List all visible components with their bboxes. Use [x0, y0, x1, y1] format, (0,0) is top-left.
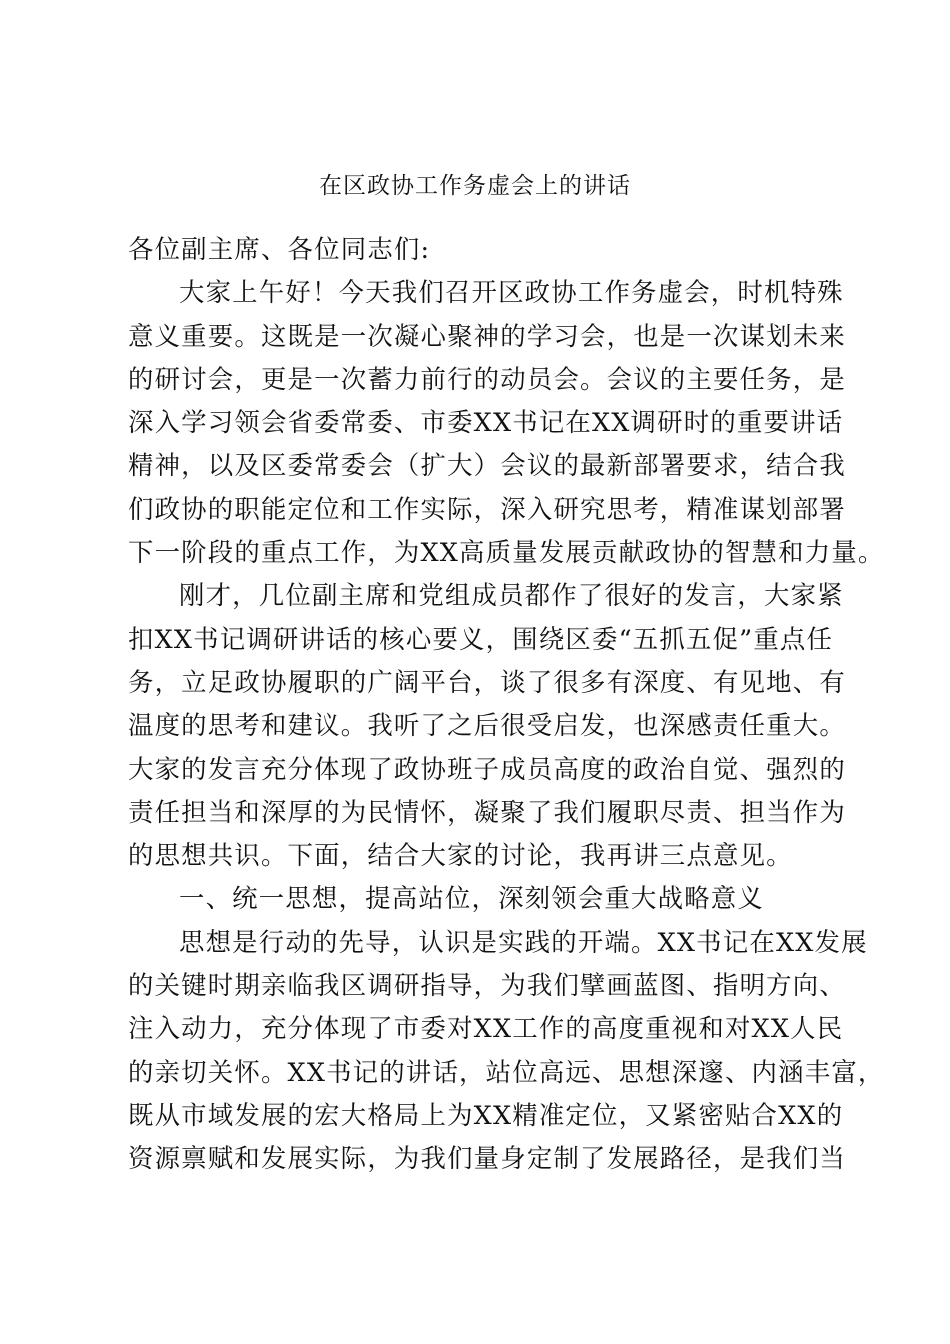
text-line: 资源禀赋和发展实际，为我们量身定制了发展路径，是我们当 — [128, 1143, 846, 1174]
text-line: 既从市域发展的宏大格局上为XX精准定位，又紧密贴合XX的 — [128, 1099, 844, 1130]
document-body — [128, 228, 885, 1181]
text-line: 下一阶段的重点工作，为XX高质量发展贡献政协的智慧和力量。 — [128, 537, 885, 568]
document-title: 在区政协工作务虚会上的讲话 — [319, 173, 631, 199]
text-line: 大家上午好！今天我们召开区政协工作务虚会，时机特殊 — [179, 277, 844, 308]
text-line: 一、统一思想，提高站位，深刻领会重大战略意义 — [179, 883, 764, 914]
text-line: 大家的发言充分体现了政协班子成员高度的政治自觉、强烈的 — [128, 753, 846, 784]
text-line: 温度的思考和建议。我听了之后很受启发，也深感责任重大。 — [128, 710, 846, 741]
text-line: 们政协的职能定位和工作实际，深入研究思考，精准谋划部署 — [128, 493, 846, 524]
text-line: 精神，以及区委常委会（扩大）会议的最新部署要求，结合我 — [128, 450, 846, 481]
text-line: 的思想共识。下面，结合大家的讨论，我再讲三点意见。 — [128, 840, 793, 871]
text-line: 刚才，几位副主席和党组成员都作了很好的发言，大家紧 — [179, 580, 844, 611]
text-line: 意义重要。这既是一次凝心聚神的学习会，也是一次谋划未来 — [128, 320, 846, 351]
text-line: 深入学习领会省委常委、市委XX书记在XX调研时的重要讲话 — [128, 407, 844, 438]
text-line: 各位副主席、各位同志们: — [128, 234, 431, 264]
text-line: 扣XX书记调研讲话的核心要义，围绕区委“五抓五促”重点任 — [128, 623, 834, 654]
text-line: 责任担当和深厚的为民情怀，凝聚了我们履职尽责、担当作为 — [128, 796, 846, 827]
text-line: 注入动力，充分体现了市委对XX工作的高度重视和对XX人民 — [128, 1013, 844, 1044]
text-line: 思想是行动的先导，认识是实践的开端。XX书记在XX发展 — [179, 926, 868, 957]
text-line: 的研讨会，更是一次蓄力前行的动员会。会议的主要任务，是 — [128, 363, 846, 394]
text-line: 的亲切关怀。XX书记的讲话，站位高远、思想深邃、内涵丰富， — [128, 1056, 885, 1087]
text-line: 务，立足政协履职的广阔平台，谈了很多有深度、有见地、有 — [128, 666, 846, 697]
text-line: 的关键时期亲临我区调研指导，为我们擘画蓝图、指明方向、 — [128, 970, 846, 1001]
